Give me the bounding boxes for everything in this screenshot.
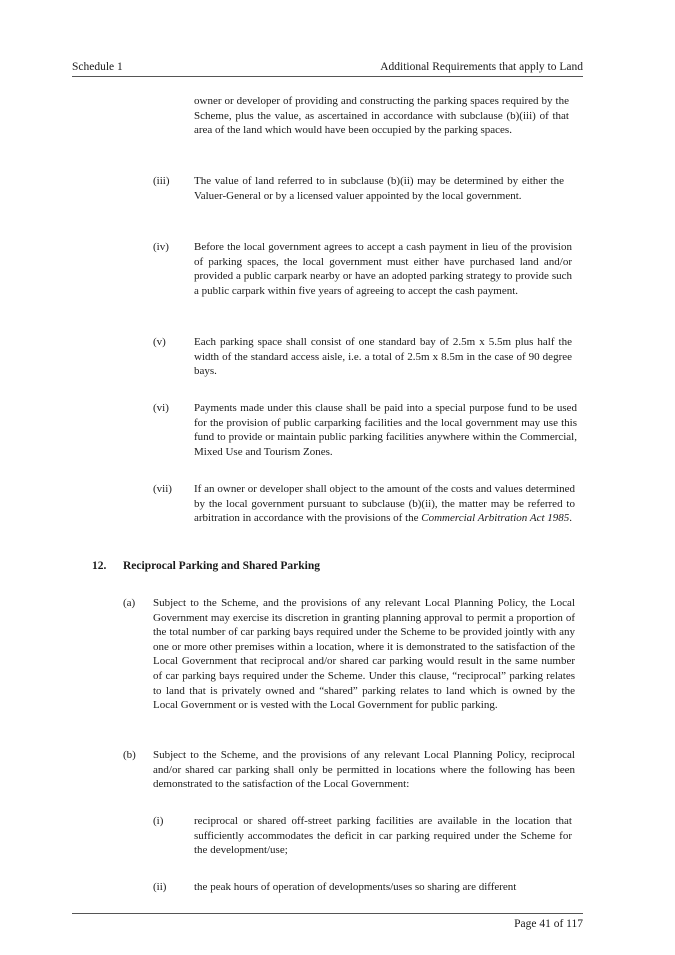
act-title: Commercial Arbitration Act 1985 <box>421 512 570 525</box>
item-number: (vi) <box>153 402 169 414</box>
item-text-end: . <box>569 512 573 525</box>
page-number: Page 41 of 117 <box>514 918 583 930</box>
item-number: (vii) <box>153 483 172 495</box>
item-text-main: If an owner or developer shall object to the amount of the costs and values determined by the local government pursuant to subclause (b)(ii), the matter may be referred to arbitration in accordance with the provisions of the <box>194 483 575 525</box>
item-text: Each parking space shall consist of one standard bay of 2.5m x 5.5m plus half the width of the standard access aisle, i.e. a total of 2.5m x 8.5m in the case of 90 degree bays. <box>194 336 572 378</box>
clause-number: (a) <box>123 597 136 609</box>
subitem-text: reciprocal or shared off-street parking facilities are available in the location that sufficiently accommodates the deficit in car parking required under the Scheme for the development/use; <box>194 815 572 857</box>
subitem-text: the peak hours of operation of developments/uses so sharing are different <box>194 881 517 893</box>
subitem-number: (ii) <box>153 881 167 893</box>
clause-number: (b) <box>123 749 136 761</box>
section-title: Reciprocal Parking and Shared Parking <box>123 560 321 572</box>
item-text: Before the local government agrees to accept a cash payment in lieu of the provision of parking spaces, the local government must either have purchased land and/or provided a public carpark nearby or have an adopted parking strategy to provide such a public carpark within five years of agreeing to accept the cash payment. <box>194 241 572 297</box>
clause-text: Subject to the Scheme, and the provisions of any relevant Local Planning Policy, the Local Government may exercise its discretion in granting planning approval to permit a proportion of the total number of car parking bays required under the Scheme to be provided jointly with any one or more other premises within a location, where it is demonstrated to the satisfaction of the Local Government that reciprocal and/or shared car parking would result in the same number of car parking bays required under the Scheme. Under this clause, “reciprocal” parking relates to land that is privately owned and “shared” parking relates to land which is owned by the Local Government or is vested with the Local Government for public parking. <box>153 597 575 712</box>
section-number: 12. <box>92 560 107 572</box>
page-header <box>72 60 583 77</box>
item-text: Payments made under this clause shall be paid into a special purpose fund to be used for the provision of public carparking facilities and the local government may use this fund to provide or maintain public parking facilities anywhere within the Commercial, Mixed Use and Tourism Zones. <box>194 402 577 458</box>
subitem-number: (i) <box>153 815 164 827</box>
item-number: (iii) <box>153 175 170 187</box>
clause-text: Subject to the Scheme, and the provisions of any relevant Local Planning Policy, reciprocal and/or shared car parking shall only be permitted in locations where the following has been demonstrated to the satisfaction of the Local Government: <box>153 749 575 791</box>
item-number: (v) <box>153 336 166 348</box>
footer-divider <box>72 913 583 914</box>
item-text: The value of land referred to in subclause (b)(ii) may be determined by either the Valuer-General or by a licensed valuer appointed by the local government. <box>194 175 564 202</box>
item-text <box>194 482 575 526</box>
continuation-paragraph: owner or developer of providing and constructing the parking spaces required by the Scheme, plus the value, as ascertained in accordance with subclause (b)(iii) of that area of the land which would have been occupied by the parking spaces. <box>194 95 569 137</box>
item-number: (iv) <box>153 241 169 253</box>
header-title: Additional Requirements that apply to Land <box>380 61 583 73</box>
header-schedule: Schedule 1 <box>72 61 123 73</box>
